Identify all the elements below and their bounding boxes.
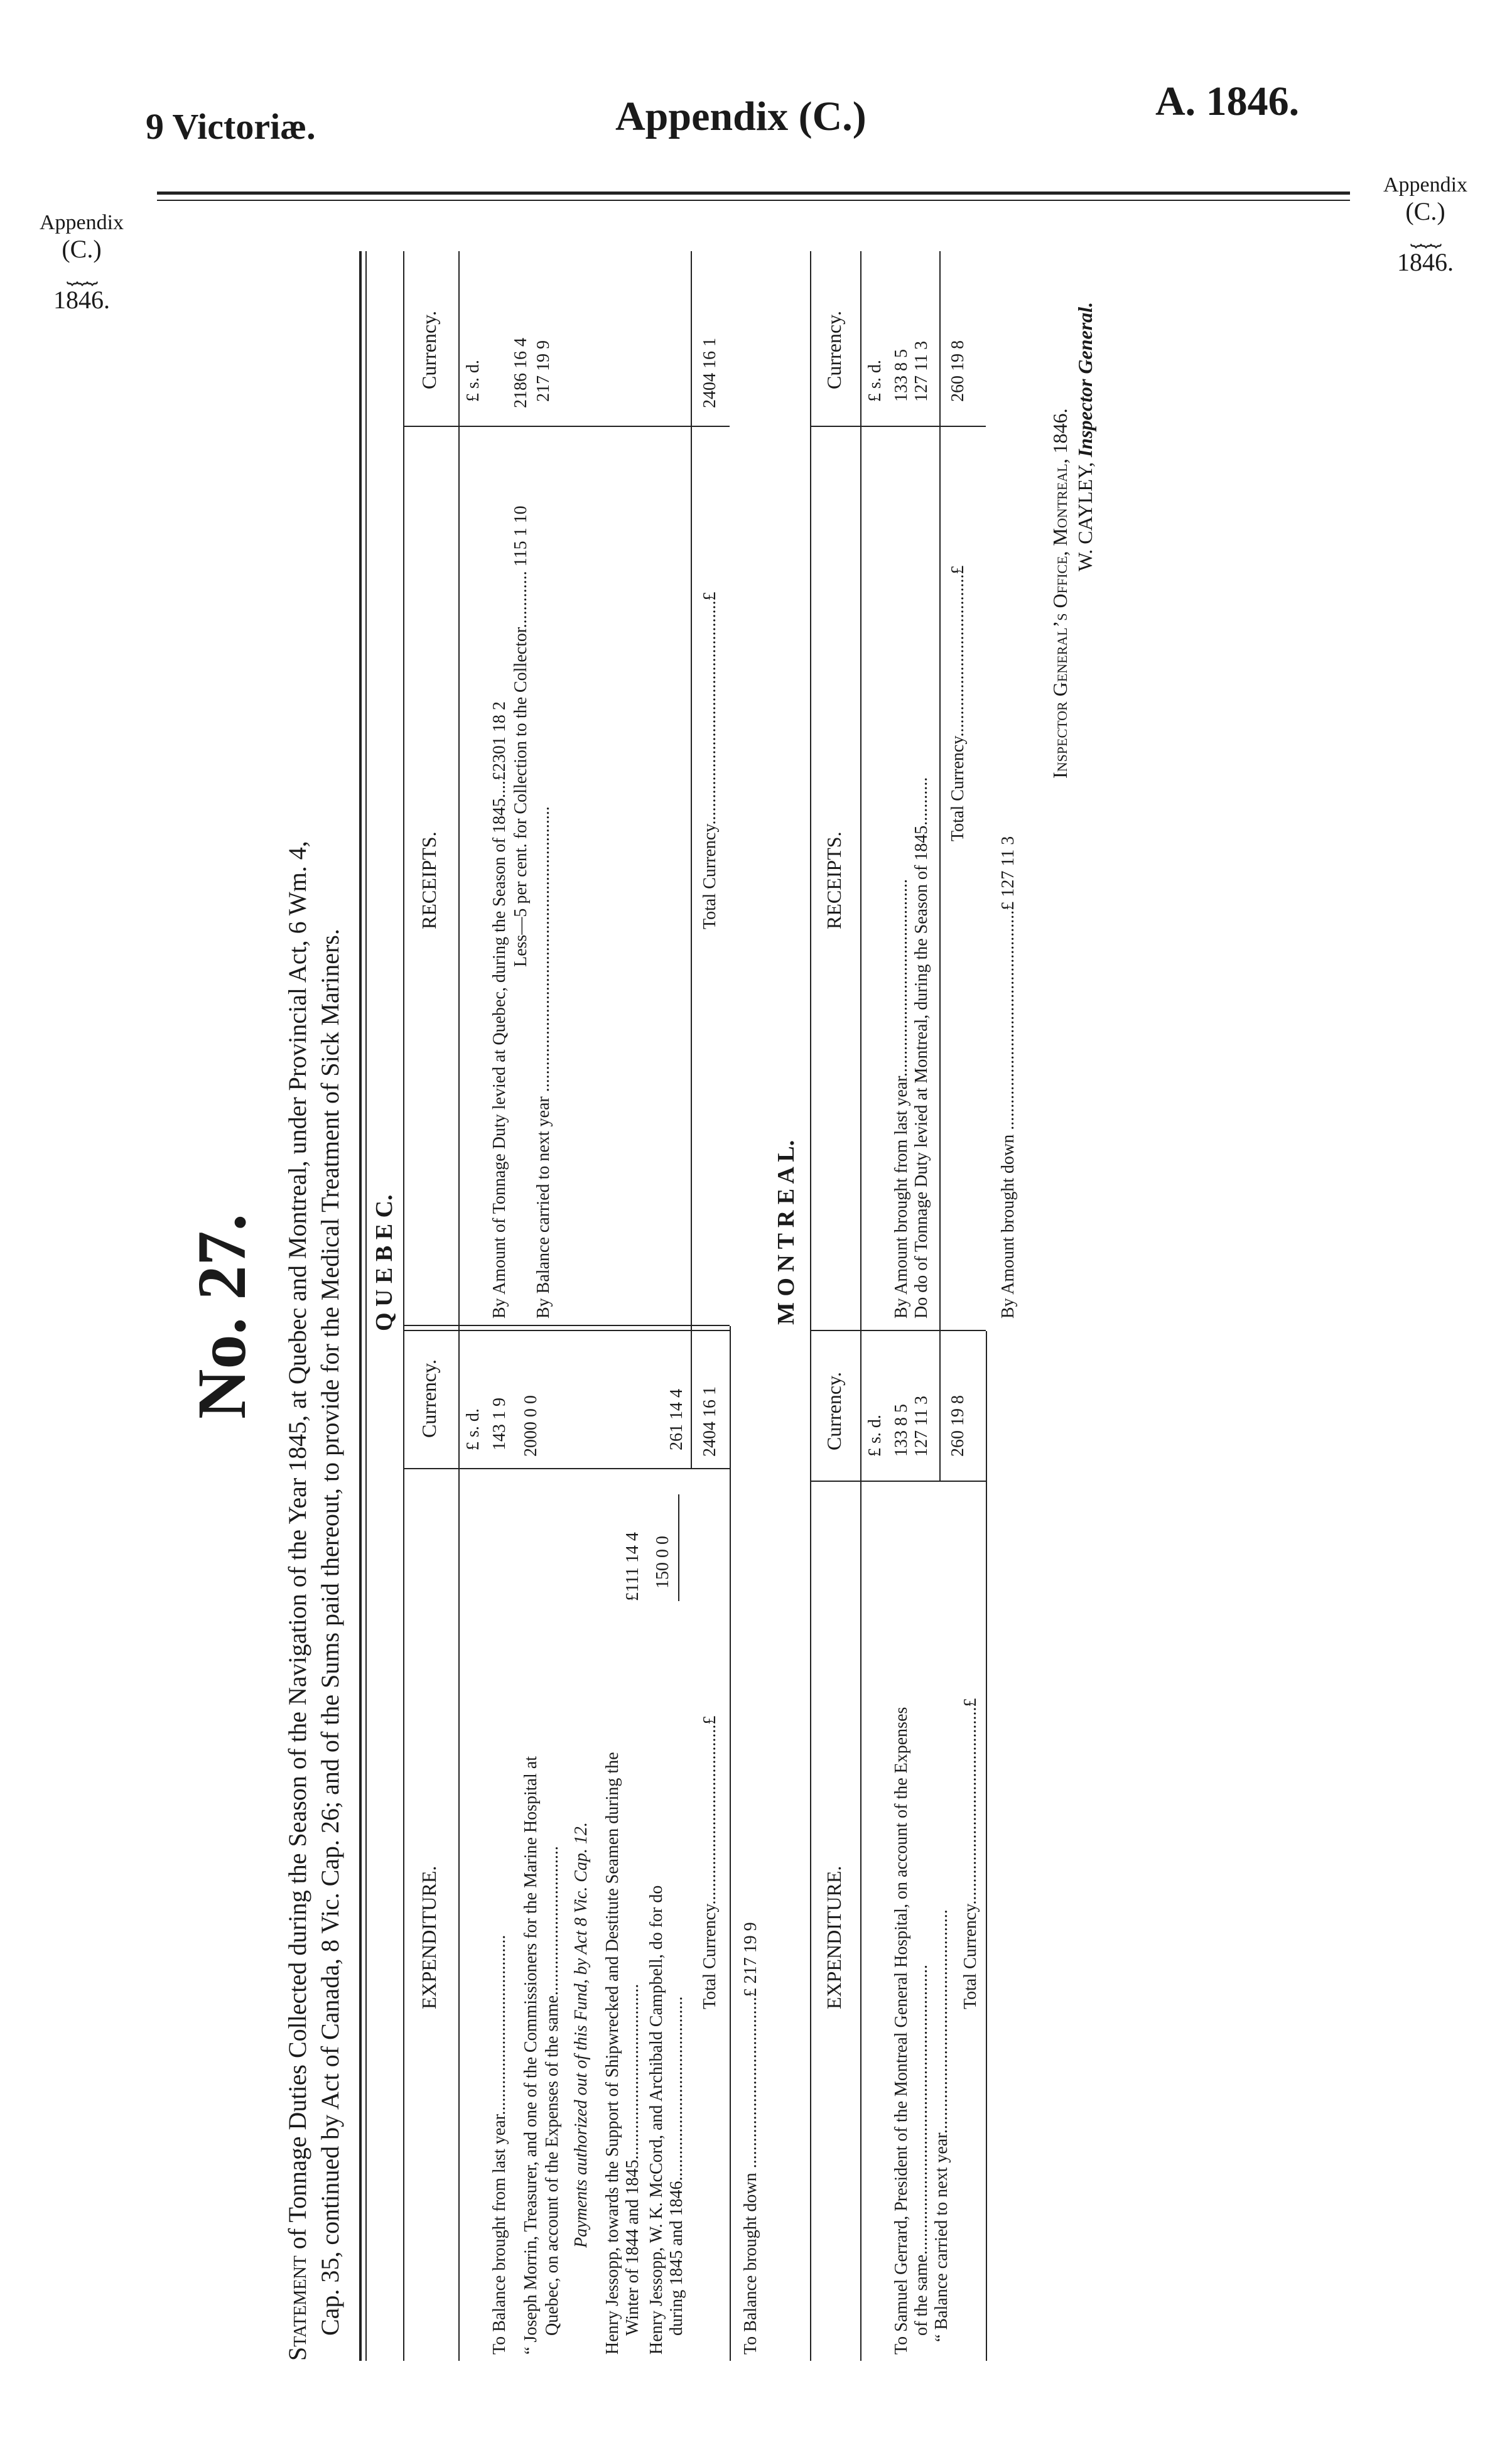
montreal-exp-row-2: “ Balance carried to next year...................................................: [932, 1909, 951, 2342]
quebec-exp-val-1: 143 1 9: [490, 1398, 509, 1450]
quebec-exp-inner-4: 150 0 0: [653, 1536, 672, 1589]
quebec-inner-sum-rule: [678, 1494, 679, 1601]
margin-appendix: Appendix: [39, 211, 124, 234]
quebec-exp-cur-rule: [403, 1468, 730, 1469]
quebec-exp-lsd: £ s. d.: [463, 1408, 483, 1450]
quebec-rec-val-2: 217 19 9: [534, 340, 553, 402]
quebec-rec-cur-rule: [403, 426, 730, 427]
montreal-rec-val-1: 133 8 5: [892, 349, 911, 402]
quebec-exp-row-2b: Quebec, on account of the Expenses of the same..................................: [543, 1846, 562, 2336]
margin-year: 1846.: [1397, 247, 1454, 276]
header-left: 9 Victoriæ.: [146, 106, 316, 147]
quebec-head-rule: [458, 251, 460, 2361]
margin-c: (C.): [62, 235, 102, 264]
quebec-total-rule: [691, 251, 692, 1469]
montreal-exp-cur-rule: [810, 1481, 986, 1482]
montreal-rec-cur-rule: [810, 426, 986, 427]
header-right: A. 1846.: [1155, 78, 1300, 124]
quebec-mid-rule: [403, 1330, 730, 1331]
montreal-bottom-rule: [986, 1331, 987, 2361]
montreal-rec-head: RECEIPTS.: [823, 831, 845, 929]
margin-note-right: [1356, 173, 1494, 277]
quebec-balance-down: To Balance brought down .......................................£ 217 19 9: [741, 1922, 760, 2355]
signer-title: Inspector General.: [1074, 301, 1096, 458]
montreal-balance-down: By Amount brought down ..................................................£ 127 11 3: [998, 836, 1018, 1319]
statement-text-1: of Tonnage Duties Collected during the Season of the Navigation of the Year 1845, at Quebec and Montreal, under Provincial Act, 6 Wm. 4,: [283, 841, 311, 2250]
quebec-top-rule: [403, 251, 404, 2361]
frame-top-thin: [365, 251, 367, 2361]
quebec-rec-lsd: £ s. d.: [463, 360, 483, 402]
montreal-exp-val-1: 133 8 5: [892, 1404, 911, 1457]
quebec-exp-inner-3: £111 14 4: [623, 1532, 642, 1601]
montreal-head-rule: [860, 251, 861, 2361]
quebec-exp-row-3a: Henry Jessopp, towards the Support of Shipwrecked and Destitute Seamen during the: [603, 1752, 622, 2355]
quebec-exp-val-2: 2000 0 0: [521, 1395, 541, 1457]
quebec-rec-row-1a: By Amount of Tonnage Duty levied at Quebec, during the Season of 1845....£2301 18 2: [490, 701, 509, 1319]
margin-note-left: [19, 210, 144, 315]
quebec-exp-val-4: 261 14 4: [667, 1389, 686, 1450]
office-line: Inspector General’s Office, Montreal, 1846.: [1049, 408, 1071, 779]
margin-year: 1846.: [53, 285, 110, 314]
statement-word: Statement: [283, 2255, 311, 2361]
quebec-title: Q U E B E C.: [371, 1194, 397, 1331]
montreal-total-rule: [939, 251, 941, 1482]
montreal-exp-lsd: £ s. d.: [865, 1415, 885, 1457]
header-center: Appendix (C.): [615, 94, 867, 139]
signer-name: W. CAYLEY,: [1074, 462, 1096, 571]
brace-icon: ⏟⏟⏟: [67, 264, 97, 285]
document-number: No. 27.: [183, 1214, 260, 1419]
margin-appendix: Appendix: [1383, 173, 1468, 197]
quebec-rcur-head: Currency.: [418, 311, 440, 389]
montreal-exp-total-val: 260 19 8: [948, 1395, 968, 1457]
rotated-document: [183, 226, 1319, 2361]
statement-line-1: [283, 841, 312, 2361]
quebec-rec-total-label: Total Currency...................................................£: [700, 591, 720, 929]
header-rule-thin: [157, 200, 1350, 201]
montreal-title: M O N T R E A L.: [773, 1140, 799, 1325]
quebec-exp-authorized: Payments authorized out of this Fund, by Act 8 Vic. Cap. 12.: [571, 1822, 591, 2248]
quebec-exp-total-val: 2404 16 1: [700, 1386, 720, 1457]
montreal-exp-row-1b: of the same..................................................................: [912, 1964, 931, 2336]
margin-c: (C.): [1405, 197, 1445, 226]
quebec-mid-rule-2: [403, 1325, 730, 1326]
montreal-exp-total-label: Total Currency.............................................£: [961, 1698, 980, 2009]
quebec-rec-head: RECEIPTS.: [418, 831, 440, 929]
montreal-rec-total-label: Total Currency.....................................£: [948, 565, 968, 841]
quebec-bottom-rule: [730, 1326, 731, 2361]
quebec-exp-row-4a: Henry Jessopp, W. K. McCord, and Archibald Campbell, do for do: [647, 1885, 666, 2355]
quebec-rec-total-val: 2404 16 1: [700, 338, 720, 408]
quebec-exp-total-label: Total Currency.........................................£: [700, 1715, 720, 2009]
montreal-top-rule: [810, 251, 811, 2361]
quebec-exp-head: EXPENDITURE.: [418, 1865, 440, 2009]
frame-top: [359, 251, 362, 2361]
quebec-exp-row-4b: during 1845 and 1846..........................................: [667, 1996, 686, 2336]
montreal-cur-head: Currency.: [823, 1372, 845, 1450]
montreal-rcur-head: Currency.: [823, 311, 845, 389]
quebec-exp-row-1: To Balance brought from last year.........................................: [490, 1935, 509, 2355]
montreal-mid-rule: [810, 1330, 986, 1331]
montreal-rec-total-val: 260 19 8: [948, 340, 968, 402]
quebec-rec-row-1b: Less—5 per cent. for Collection to the Collector............. 115 1 10: [511, 505, 531, 967]
montreal-rec-row-1: By Amount brought from last year.............................................: [892, 879, 911, 1319]
montreal-rec-val-2: 127 11 3: [912, 341, 931, 402]
montreal-rec-lsd: £ s. d.: [865, 360, 885, 402]
quebec-rec-row-2: By Balance carried to next year .................................................................: [534, 806, 553, 1319]
brace-icon: ⏟⏟⏟: [1410, 226, 1440, 247]
header-rule: [157, 192, 1350, 195]
signature-line: [1074, 302, 1097, 571]
montreal-exp-head: EXPENDITURE.: [823, 1865, 845, 2009]
quebec-exp-row-3b: Winter of 1844 and 1845........................................: [623, 1983, 642, 2336]
quebec-rec-val-1: 2186 16 4: [511, 338, 531, 408]
montreal-exp-val-2: 127 11 3: [912, 1396, 931, 1457]
montreal-rec-row-2: Do do of Tonnage Duty levied at Montreal, during the Season of 1845...........: [912, 777, 931, 1319]
montreal-exp-row-1a: To Samuel Gerrard, President of the Montreal General Hospital, on account of the Expenses: [892, 1707, 911, 2355]
statement-line-2: Cap. 35, continued by Act of Canada, 8 Vic. Cap. 26; and of the Sums paid thereout, to provide for the Medical Treatment of Sick Mariners.: [316, 929, 344, 2336]
quebec-exp-row-2a: “ Joseph Morrin, Treasurer, and one of the Commissioners for the Marine Hospital at: [521, 1756, 541, 2355]
quebec-cur-head: Currency.: [418, 1359, 440, 1438]
